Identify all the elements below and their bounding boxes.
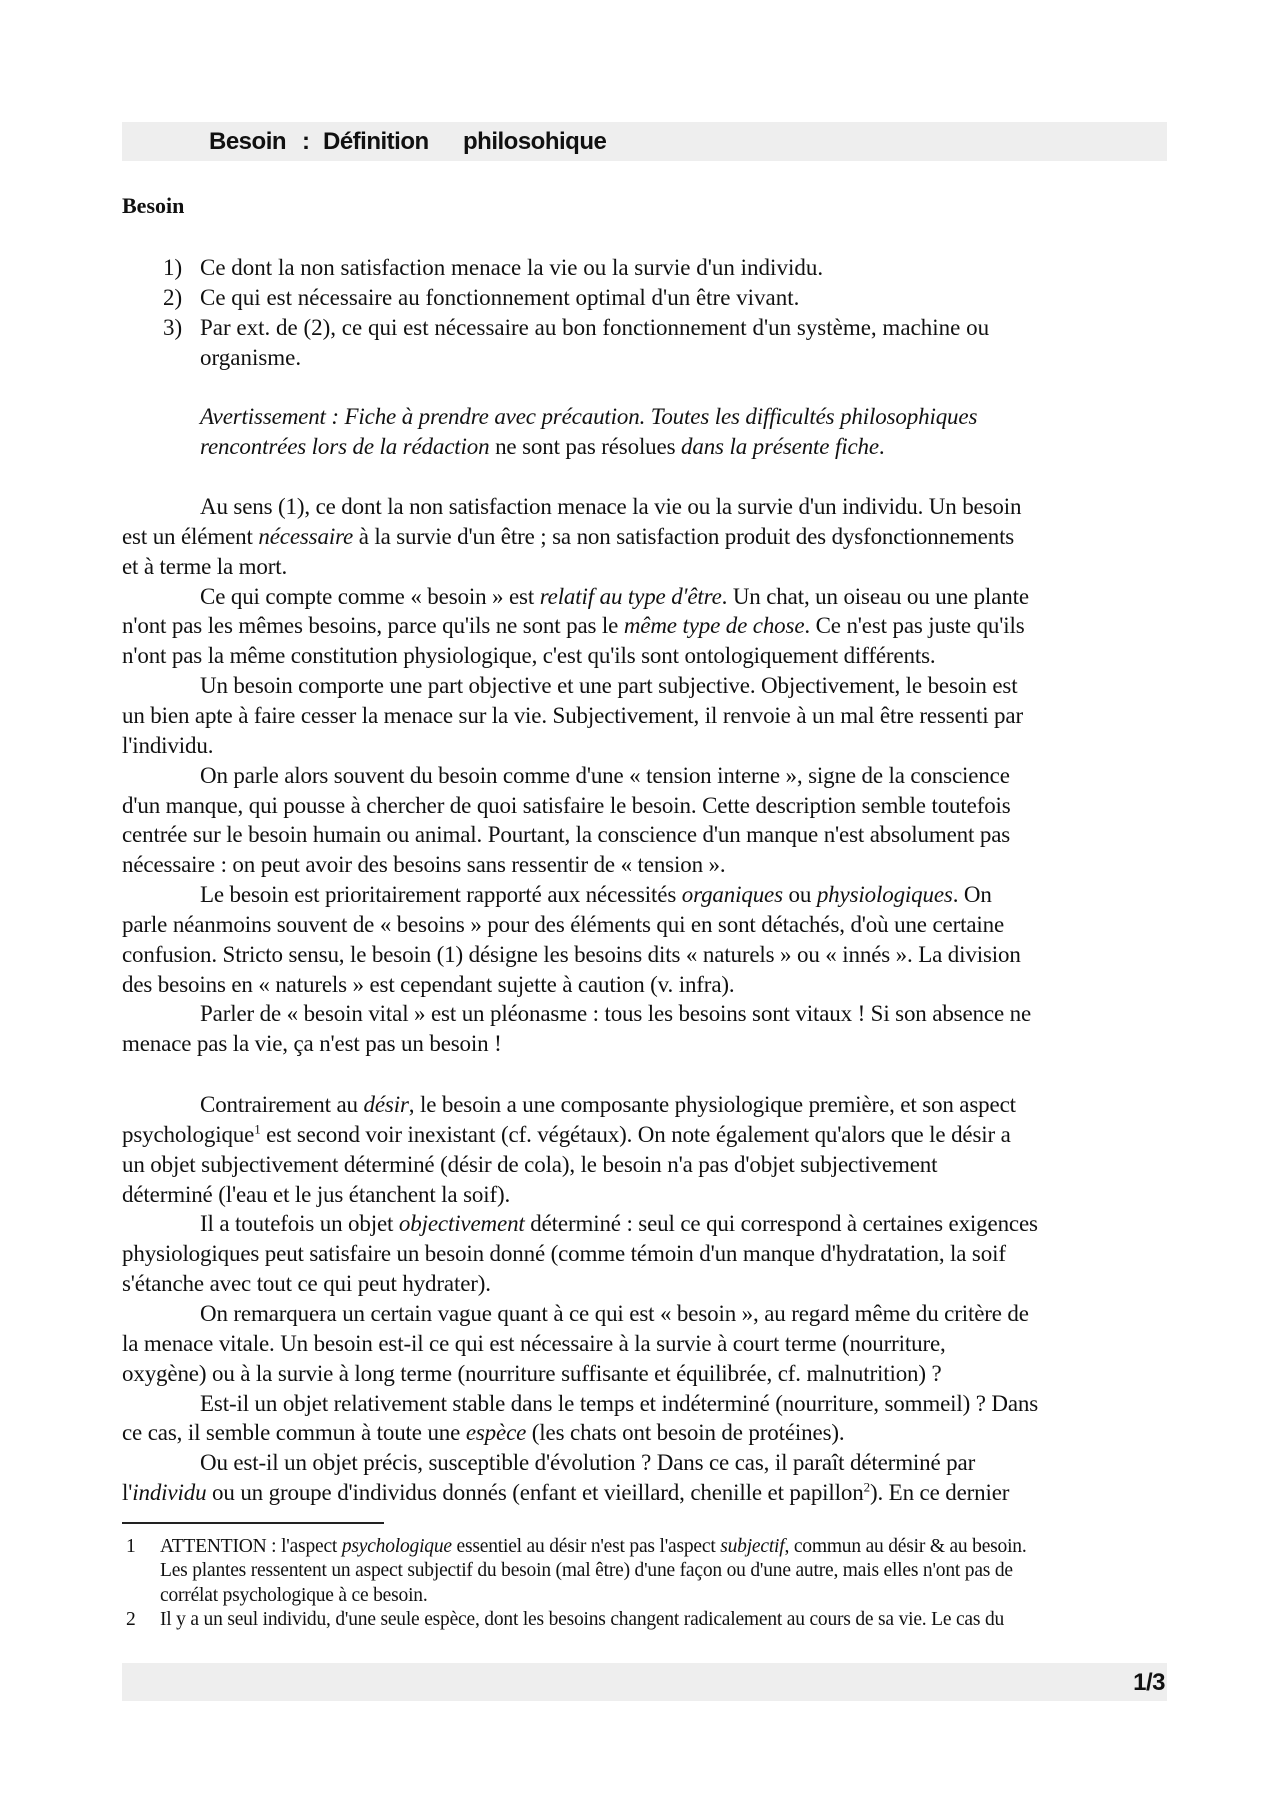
header-separator: : <box>302 128 310 155</box>
text-line <box>200 1090 1016 1119</box>
footnote-line <box>160 1535 1027 1559</box>
text-run: . Un chat, un oiseau ou une plante <box>721 583 1029 609</box>
text-line <box>122 1269 491 1298</box>
text-line <box>122 940 1021 969</box>
footnote-line <box>160 1584 428 1608</box>
page-footer <box>122 1663 1167 1701</box>
text-run: essentiel au désir n'est pas l'aspect <box>451 1536 721 1557</box>
text-line <box>200 1209 1038 1238</box>
text-line <box>122 850 725 879</box>
text-run: Contrairement au <box>200 1092 364 1117</box>
text-line <box>122 820 1010 849</box>
text-run: Ou est-il un objet précis, susceptible d'évolution ? Dans ce cas, il paraît déterminé par <box>200 1450 976 1476</box>
footnote-ref: 2 <box>863 1479 870 1495</box>
text-run: , commun au désir & au besoin. <box>784 1536 1027 1557</box>
text-run: menace pas la vie, ça n'est pas un besoin ! <box>122 1031 502 1057</box>
text-line <box>122 1359 942 1388</box>
text-line <box>122 1239 1006 1268</box>
text-run: ou <box>782 882 817 908</box>
text-line <box>200 671 1017 700</box>
text-line <box>122 910 1004 939</box>
footnote-separator <box>122 1522 384 1524</box>
italic-text: espèce <box>465 1420 527 1446</box>
text-run: , le besoin a une composante physiologique première, et son aspect <box>408 1092 1016 1117</box>
text-line <box>122 611 1025 640</box>
text-run: . On <box>952 882 992 908</box>
italic-text: désir <box>363 1092 409 1117</box>
text-run: et à terme la mort. <box>122 553 288 579</box>
text-run: est un élément <box>122 523 259 549</box>
text-run: physiologiques peut satisfaire un besoin donné (comme témoin d'un manque d'hydratation, la soif <box>122 1241 1006 1267</box>
text-line <box>122 791 1011 820</box>
text-run: corrélat psychologique à ce besoin. <box>160 1584 428 1606</box>
text-run: à la survie d'un être ; sa non satisfaction produit des dysfonctionnements <box>353 523 1015 549</box>
text-run: On parle alors souvent du besoin comme d'une « tension interne », signe de la conscience <box>200 762 1010 788</box>
italic-text: dans la présente fiche <box>681 434 879 459</box>
text-run: ). En ce dernier <box>869 1480 1010 1506</box>
text-line <box>122 1329 946 1358</box>
footnote-ref: 1 <box>254 1121 261 1137</box>
text-run: ne sont pas résolues <box>489 434 681 459</box>
header-word-besoin: Besoin <box>209 128 287 155</box>
text-line <box>122 731 213 760</box>
text-line <box>122 970 734 999</box>
page-number: 1/3 <box>1133 1669 1165 1696</box>
text-run: (les chats ont besoin de protéines). <box>526 1420 845 1446</box>
text-run: Il a toutefois un objet <box>200 1211 399 1237</box>
text-run: l' <box>122 1480 133 1506</box>
text-run: confusion. Stricto sensu, le besoin (1) désigne les besoins dits « naturels » ou « innés ». La division <box>122 941 1021 967</box>
text-line <box>122 1029 502 1058</box>
text-line <box>200 582 1029 611</box>
header-word-philosophique: philosohique <box>463 128 607 155</box>
text-line <box>122 1418 844 1447</box>
text-run: ou un groupe d'individus donnés (enfant et vieillard, chenille et papillon <box>206 1480 864 1506</box>
footnote-number: 2 <box>126 1609 136 1631</box>
italic-text: physiologiques <box>816 882 953 908</box>
warning-line <box>200 402 977 431</box>
text-run: un objet subjectivement déterminé (désir de cola), le besoin n'a pas d'objet subjectivement <box>122 1151 938 1177</box>
text-run: Les plantes ressentent un aspect subjectif du besoin (mal être) d'une façon ou d'une autre, mais elles n'ont pas de <box>160 1560 1013 1582</box>
text-run: n'ont pas les mêmes besoins, parce qu'ils ne sont pas le <box>122 613 624 639</box>
text-line <box>200 999 1031 1028</box>
definition-text: Ce dont la non satisfaction menace la vie ou la survie d'un individu. <box>200 255 824 280</box>
text-run: déterminé (l'eau et le jus étanchent la soif). <box>122 1181 511 1207</box>
section-title: Besoin <box>122 193 185 218</box>
text-line <box>122 641 935 670</box>
italic-text: organiques <box>681 882 783 908</box>
text-line <box>200 761 1010 790</box>
footnote-line <box>160 1559 1013 1583</box>
text-line <box>200 492 1021 521</box>
italic-text: objectivement <box>398 1211 525 1237</box>
text-run: ATTENTION : l'aspect <box>160 1536 342 1557</box>
text-run: Au sens (1), ce dont la non satisfaction menace la vie ou la survie d'un individu. Un besoin <box>200 494 1022 519</box>
text-run: s'étanche avec tout ce qui peut hydrater). <box>122 1271 491 1297</box>
text-line <box>122 701 1023 730</box>
text-run: d'un manque, qui pousse à chercher de quoi satisfaire le besoin. Cette description semble toutefois <box>122 792 1011 818</box>
text-run: . <box>878 434 885 459</box>
text-run: On remarquera un certain vague quant à ce qui est « besoin », au regard même du critère de <box>200 1300 1029 1326</box>
text-run: des besoins en « naturels » est cependant sujette à caution (v. infra). <box>122 971 735 997</box>
text-run: oxygène) ou à la survie à long terme (nourriture suffisante et équilibrée, cf. malnutrition) ? <box>122 1360 942 1386</box>
text-run: un bien apte à faire cesser la menace sur la vie. Subjectivement, il renvoie à un mal être ressenti par <box>122 702 1023 728</box>
text-run: l'individu. <box>122 732 214 758</box>
definition-number: 1) <box>163 255 183 280</box>
text-line <box>122 1180 510 1209</box>
text-run: . Ce n'est pas juste qu'ils <box>804 613 1025 639</box>
definition-text: Par ext. de (2), ce qui est nécessaire au bon fonctionnement d'un système, machine ou <box>200 315 990 340</box>
text-line <box>200 1389 1038 1418</box>
text-run: centrée sur le besoin humain ou animal. Pourtant, la conscience d'un manque n'est absolument pas <box>122 822 1011 848</box>
warning-line <box>200 432 885 461</box>
italic-text: même type de chose <box>623 613 805 639</box>
italic-text: subjectif <box>720 1536 785 1557</box>
page-header <box>122 122 1167 161</box>
definition-number: 2) <box>163 285 183 310</box>
italic-text: relatif au type d'être <box>539 583 722 609</box>
text-run: Parler de « besoin vital » est un pléonasme : tous les besoins sont vitaux ! Si son absence ne <box>200 1001 1032 1027</box>
italic-text: nécessaire <box>258 523 354 549</box>
text-run: n'ont pas la même constitution physiologique, c'est qu'ils sont ontologiquement différents. <box>122 643 936 669</box>
definition-number: 3) <box>163 315 183 340</box>
text-run: Le besoin est prioritairement rapporté aux nécessités <box>200 882 682 908</box>
definition-text: organisme. <box>200 345 302 370</box>
text-line <box>122 1120 1011 1149</box>
italic-text: psychologique <box>341 1536 452 1557</box>
text-run: ce cas, il semble commun à toute une <box>122 1420 466 1446</box>
text-line <box>200 1299 1029 1328</box>
text-run: parle néanmoins souvent de « besoins » pour des éléments qui en sont détachés, d'où une certaine <box>122 911 1005 937</box>
italic-text: Avertissement : Fiche à prendre avec précaution. Toutes les difficultés philosophiques <box>200 404 978 429</box>
text-line <box>200 880 992 909</box>
text-line <box>122 522 1014 551</box>
footnote-number: 1 <box>126 1536 136 1557</box>
text-line <box>200 1448 975 1477</box>
definition-text: Ce qui est nécessaire au fonctionnement optimal d'un être vivant. <box>200 285 800 310</box>
italic-text: individu <box>132 1480 207 1506</box>
text-run: déterminé : seul ce qui correspond à certaines exigences <box>524 1211 1038 1237</box>
text-run: Ce qui compte comme « besoin » est <box>200 583 540 609</box>
italic-text: rencontrées lors de la rédaction <box>200 434 490 459</box>
text-run: Il y a un seul individu, d'une seule espèce, dont les besoins changent radicalement au cours de sa vie. Le cas du <box>160 1609 1005 1631</box>
text-run: Un besoin comporte une part objective et une part subjective. Objectivement, le besoin est <box>200 673 1018 699</box>
text-line <box>122 552 287 581</box>
text-line <box>122 1478 1009 1507</box>
header-word-definition: Définition <box>323 128 429 155</box>
text-run: Est-il un objet relativement stable dans le temps et indéterminé (nourriture, sommeil) ? Dans <box>200 1390 1039 1416</box>
text-run: nécessaire : on peut avoir des besoins sans ressentir de « tension ». <box>122 852 726 878</box>
text-run: psychologique <box>122 1121 255 1147</box>
text-run: est second voir inexistant (cf. végétaux). On note également qu'alors que le désir a <box>260 1121 1011 1147</box>
text-run: la menace vitale. Un besoin est-il ce qui est nécessaire à la survie à court terme (nourriture, <box>122 1330 946 1356</box>
text-line <box>122 1150 937 1179</box>
footnote-line <box>160 1608 1004 1632</box>
